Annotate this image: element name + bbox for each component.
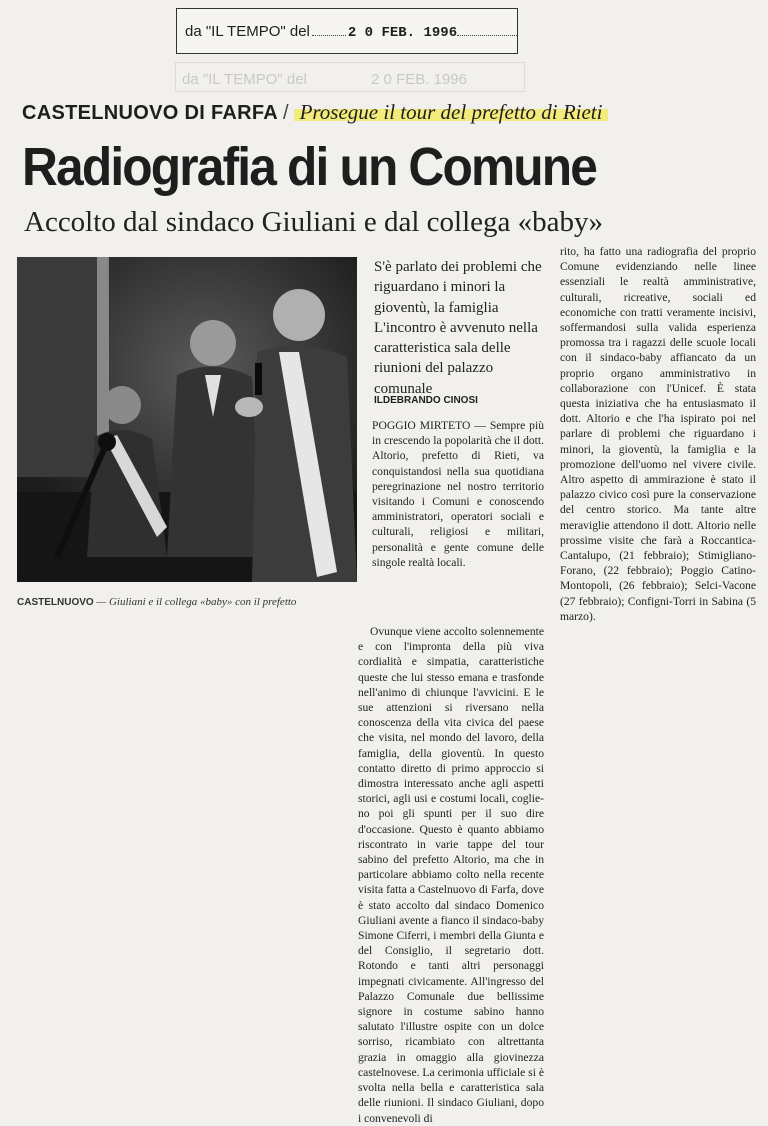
- kicker-separator: /: [283, 102, 289, 124]
- article-headline: Radiografia di un Comune: [22, 137, 597, 197]
- newspaper-source-stamp: [176, 8, 518, 54]
- ghost-stamp-prefix: da "IL TEMPO" del: [182, 71, 307, 88]
- article-lead: S'è parlato dei problemi che riguardano i minori la gioventù, la famiglia L'incontro è avvenuto nella caratteristica sala delle riunioni del palazzo comunale: [374, 259, 542, 397]
- kicker-place: CASTELNUOVO DI FARFA: [22, 102, 279, 124]
- body-paragraph-3: rito, ha fatto una radiografia del proprio Comune evidenziando nelle linee essenziali le realtà amministrative, culturali, ricreative, sociali ed economiche con tratti veramente incisivi, soffermandosi sulla valida esperienza promossa tra i ragazzi delle scuole locali con il sindaco-baby affiancato da un proprio organo amministrativo in collaborazione con l'Unicef. È stata questa iniziativa che ha entusiasmato il dott. Altorio e che l'ha ispirato poi nel parlare di problemi che riguardano i minori, la gioventù, la famiglia e la promozione dell'uomo nel vivere civile. Altro aspetto di ammirazione è stato il palazzo civico così pure la conservazione del centro storico. Ma tante altre meraviglie attendono il dott. Altorio nelle prossime visite che farà a Roccantica-Cantalupo, (21 febbraio); Stimigliano-Forano, (22 febbraio); Poggio Catino-Montopoli, (26 febbraio); Selci-Vacone (27 febbraio); Configni-Torri in Sabina (5 marzo).: [560, 245, 756, 623]
- ghost-stamp-date: 2 0 FEB. 1996: [371, 71, 467, 88]
- body-paragraph-1: POGGIO MIRTETO — Sempre più in crescendo la popolarità che il dott. Altorio, prefetto di Rieti, va conquistandosi nella sua quotidiana peregrinazione nel nostro territorio visitando i Comuni e conoscendo amministratori, operatori sociali e culturali, religiosi e militari, personalità e gente comune delle singole realtà locali.: [372, 419, 544, 569]
- article-byline: ILDEBRANDO CINOSI: [374, 395, 478, 406]
- stamp-date: 2 0 FEB. 1996: [347, 25, 458, 41]
- article-kicker: [22, 100, 608, 125]
- caption-place: CASTELNUOVO: [17, 597, 94, 608]
- caption-text: — Giuliani e il collega «baby» con il prefetto: [96, 596, 297, 608]
- stamp-prefix: da "IL TEMPO" del: [185, 23, 310, 40]
- body-paragraph-2: Ovunque viene accolto solennemente e con l'impronta della più viva cordialità e simpatia, caratteristiche queste che lui stesso emana e trasfonde nell'animo di chiunque l'avvicini. E le sue attenzioni si riversano nella conoscenza della vita civica del paese che visita, nel mondo del lavoro, della famiglia, della gioventù. In questo contatto diretto di primo approccio si dimostra interessato anche agli aspetti storici, agli usi e costumi locali, coglie-no poi gli spunti per il suo dire d'occasione. Questo è quanto abbiamo riscontrato in varie tappe del tour sabino del prefetto Altorio, ma che in particolare abbiamo colto nella recente visita fatta a Castelnuovo di Farfa, dove è stato accolto dal sindaco Domenico Giuliani avente a fianco il sindaco-baby Simone Ciferri, i membri della Giunta e del Consiglio, il segretario dott. Rotondo e tanti altri personaggi impegnati civicamente. All'ingresso del Palazzo Comunale due bellissime signore in costume sabino hanno salutato l'illustre ospite con un dolce sorriso, ricambiato con altrettanta grazia in omaggio alla giovinezza castelnovese. La cerimonia ufficiale si è svolta nella bella e caratteristica sala delle riunioni. Il sindaco Giuliani, dopo i convenevoli di: [358, 625, 544, 1125]
- article-subheadline: Accolto dal sindaco Giuliani e dal collega «baby»: [24, 206, 604, 238]
- photo-illustration: [17, 257, 357, 582]
- faded-stamp-imprint: [175, 62, 525, 92]
- kicker-subtitle-highlighted: Prosegue il tour del prefetto di Rieti: [294, 100, 609, 124]
- body-column-1-bottom: [358, 624, 544, 1126]
- photo-caption: [17, 596, 296, 608]
- article-photo: [17, 257, 357, 582]
- body-column-1-top: [372, 418, 544, 570]
- body-column-2: [560, 244, 756, 624]
